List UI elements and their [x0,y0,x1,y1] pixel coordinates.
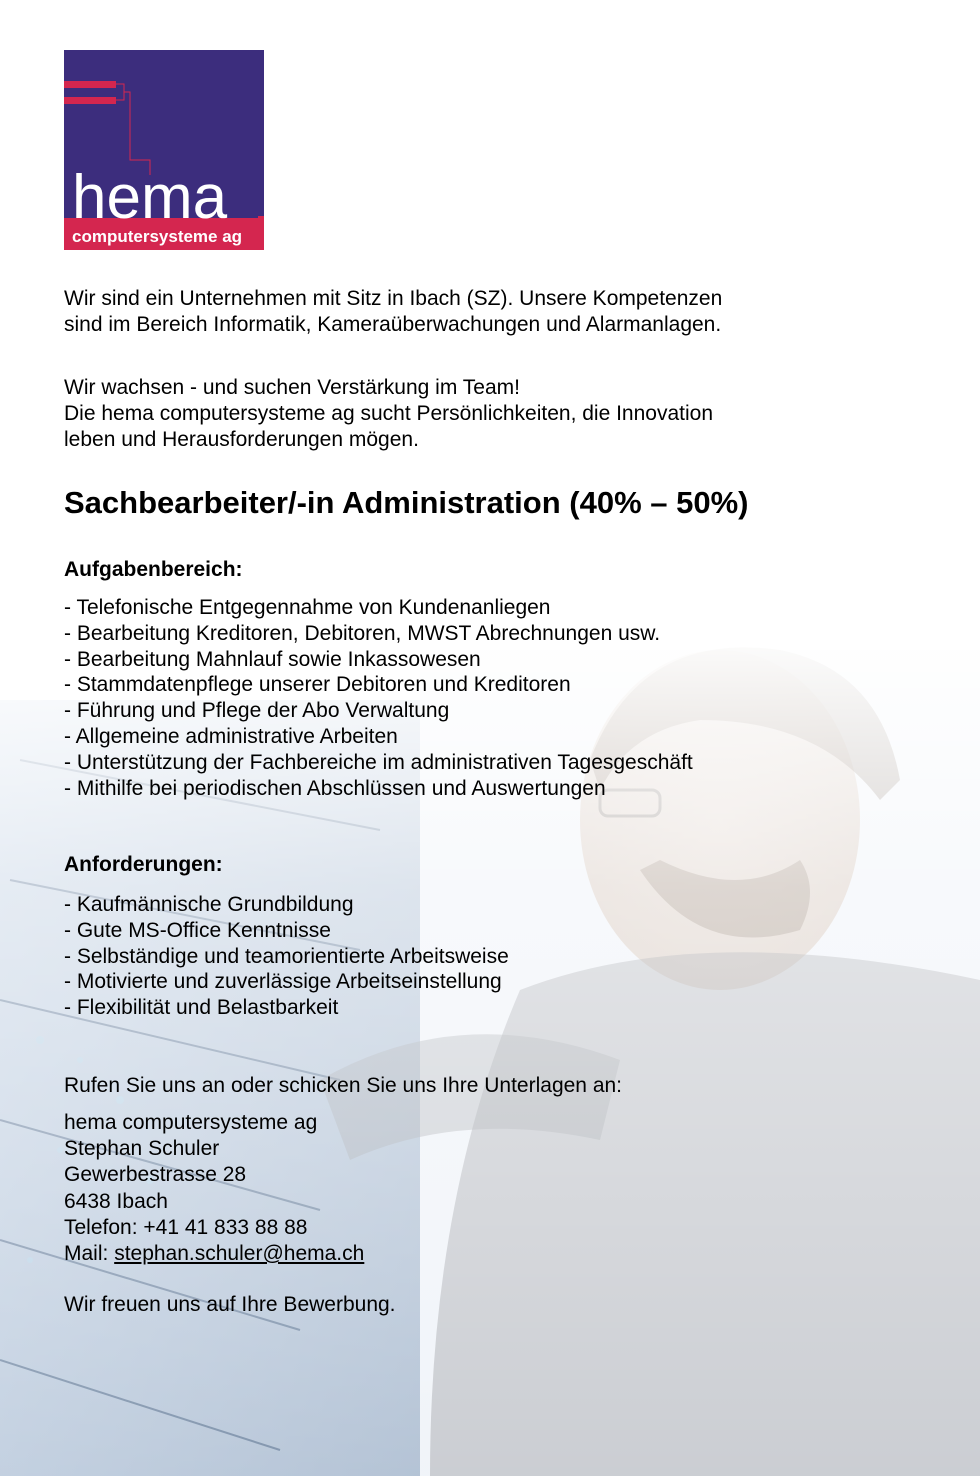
contact-phone: Telefon: +41 41 833 88 88 [64,1215,308,1239]
requirement-item: - Flexibilität und Belastbarkeit [64,996,339,1020]
task-item: - Telefonische Entgegennahme von Kundenanliegen [64,596,551,619]
tasks-heading: Aufgabenbereich: [64,558,243,581]
hema-logo [64,50,264,250]
requirement-item: - Gute MS-Office Kenntnisse [64,918,331,942]
job-title: Sachbearbeiter/-in Administration (40% – 50%) [64,485,749,520]
contact-address [64,1110,364,1267]
contact-mail-row [64,1241,364,1267]
contact-company: hema computersysteme ag [64,1111,318,1134]
contact-person: Stephan Schuler [64,1137,220,1161]
growth-line: Wir wachsen - und suchen Verstärkung im Team! [64,376,520,399]
task-item: - Führung und Pflege der Abo Verwaltung [64,699,450,723]
task-item: - Unterstützung der Fachbereiche im administrativen Tagesgeschäft [64,750,693,774]
intro-paragraph [64,286,722,338]
task-item: - Stammdatenpflege unserer Debitoren und Kreditoren [64,673,571,697]
mail-label: Mail: [64,1241,115,1265]
call-to-action: Rufen Sie uns an oder schicken Sie uns Ihre Unterlagen an: [64,1074,623,1097]
logo-wordmark: hema [72,163,228,232]
requirement-item: - Motivierte und zuverlässige Arbeitseinstellung [64,970,502,994]
task-item: - Bearbeitung Mahnlauf sowie Inkassowesen [64,647,481,671]
task-item: - Mithilfe bei periodischen Abschlüssen und Auswertungen [64,776,606,800]
growth-paragraph [64,375,713,453]
logo-tagline: computersysteme ag [72,227,243,246]
email-link[interactable]: stephan.schuler@hema.ch [114,1241,365,1265]
task-item: - Bearbeitung Kreditoren, Debitoren, MWST Abrechnungen usw. [64,621,661,645]
requirement-item: - Kaufmännische Grundbildung [64,893,354,916]
contact-city: 6438 Ibach [64,1189,168,1213]
growth-line: leben und Herausforderungen mögen. [64,428,419,451]
tasks-list [64,595,693,801]
closing-line: Wir freuen uns auf Ihre Bewerbung. [64,1293,396,1316]
requirement-item: - Selbständige und teamorientierte Arbeitsweise [64,944,509,968]
contact-street: Gewerbestrasse 28 [64,1163,247,1187]
requirements-heading: Anforderungen: [64,853,223,876]
growth-line: Die hema computersysteme ag sucht Persönlichkeiten, die Innovation [64,402,714,425]
requirements-list [64,892,509,1021]
intro-line: Wir sind ein Unternehmen mit Sitz in Ibach (SZ). Unsere Kompetenzen [64,287,723,310]
intro-line: sind im Bereich Informatik, Kameraüberwachungen und Alarmanlagen. [64,313,722,336]
task-item: - Allgemeine administrative Arbeiten [64,724,398,748]
